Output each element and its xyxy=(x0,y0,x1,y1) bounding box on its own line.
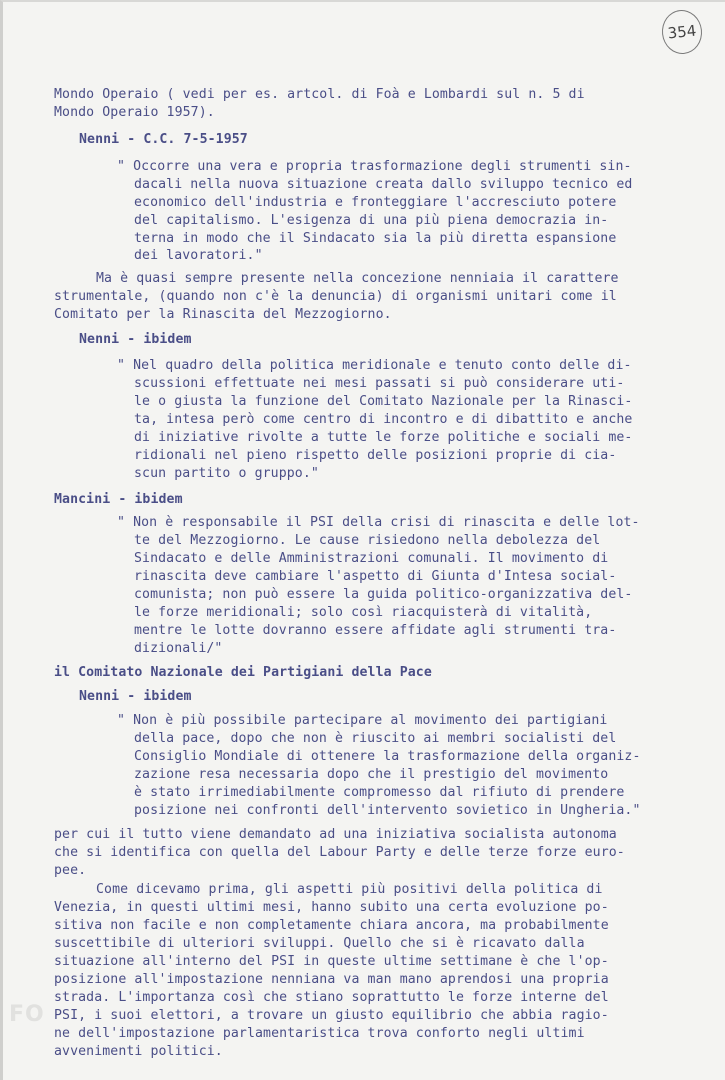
quote-line: mentre le lotte dovranno essere affidate agli strumenti tra- xyxy=(134,623,617,638)
citation-heading: Nenni - ibidem xyxy=(79,332,192,347)
quote-line: posizione nei confronti dell'intervento sovietico in Ungheria." xyxy=(134,803,641,818)
quote-line: rinascita deve cambiare l'aspetto di Giunta d'Intesa social- xyxy=(134,569,617,584)
text-line: situazione all'interno del PSI in queste ultime settimane è che l'op- xyxy=(54,954,609,969)
quote-line: di iniziative rivolte a tutte le forze politiche e sociali me- xyxy=(134,430,633,445)
text-line: Comitato per la Rinascita del Mezzogiorno. xyxy=(54,307,392,322)
quote-line: del capitalismo. L'esigenza di una più piena democrazia in- xyxy=(134,213,609,228)
quote-line: dei lavoratori." xyxy=(134,248,263,263)
text-line: sitiva non facile e non completamente chiara ancora, ma probabilmente xyxy=(54,918,609,933)
quote-line: te del Mezzogiorno. Le cause risiedono nella debolezza del xyxy=(134,533,601,548)
text-line: Venezia, in questi ultimi mesi, hanno subito una certa evoluzione po- xyxy=(54,900,609,915)
text-line: Ma è quasi sempre presente nella concezione nenniaia il carattere xyxy=(96,271,619,286)
archive-watermark: FO xyxy=(9,1002,45,1027)
quote-line: è stato irrimediabilmente compromesso dal rifiuto di prendere xyxy=(134,785,625,800)
text-line: strada. L'importanza così che stiano soprattutto le forze interne del xyxy=(54,990,609,1005)
text-line: posizione all'impostazione nenniana va man mano aprendosi una propria xyxy=(54,972,609,987)
quote-line: dacali nella nuova situazione creata dallo sviluppo tecnico ed xyxy=(134,177,633,192)
quote-line: dizionali/" xyxy=(134,641,223,656)
quote-line: " Non è più possibile partecipare al movimento dei partigiani xyxy=(117,713,608,728)
text-line: che si identifica con quella del Labour Party e delle terze forze euro- xyxy=(54,845,625,860)
citation-heading: Nenni - ibidem xyxy=(79,689,192,704)
section-heading: il Comitato Nazionale dei Partigiani della Pace xyxy=(54,665,432,680)
quote-line: le forze meridionali; solo così riacquisterà di vitalità, xyxy=(134,605,593,620)
citation-heading: Mancini - ibidem xyxy=(54,492,183,507)
text-line: suscettibile di ulteriori sviluppi. Quello che si è ricavato dalla xyxy=(54,936,585,951)
quote-line: ta, intesa però come centro di incontro e di dibattito e anche xyxy=(134,412,633,427)
text-line: PSI, i suoi elettori, a trovare un giusto equilibrio che abbia ragio- xyxy=(54,1008,609,1023)
page-number-stamp: 354 xyxy=(660,8,704,56)
text-line: strumentale, (quando non c'è la denuncia) di organismi unitari come il xyxy=(54,289,617,304)
quote-line: economico dell'industria e fronteggiare l'accresciuto potere xyxy=(134,195,617,210)
quote-line: comunista; non può essere la guida politico-organizzativa del- xyxy=(134,587,633,602)
citation-heading: Nenni - C.C. 7-5-1957 xyxy=(79,132,248,147)
text-line: Mondo Operaio ( vedi per es. artcol. di Foà e Lombardi sul n. 5 di xyxy=(54,87,585,102)
quote-line: della pace, dopo che non è riuscito ai membri socialisti del xyxy=(134,731,617,746)
quote-line: le o giusta la funzione del Comitato Nazionale per la Rinasci- xyxy=(134,394,633,409)
quote-line: " Non è responsabile il PSI della crisi di rinascita e delle lot- xyxy=(117,515,640,530)
quote-line: terna in modo che il Sindacato sia la più diretta espansione xyxy=(134,231,617,246)
quote-line: zazione resa necessaria dopo che il prestigio del movimento xyxy=(134,767,609,782)
quote-line: " Nel quadro della politica meridionale e tenuto conto delle di- xyxy=(117,358,632,373)
quote-line: scussioni effettuate nei mesi passati si può considerare uti- xyxy=(134,376,625,391)
quote-line: Sindacato e delle Amministrazioni comunali. Il movimento di xyxy=(134,551,609,566)
text-line: pee. xyxy=(54,863,87,878)
quote-line: scun partito o gruppo." xyxy=(134,466,319,481)
quote-line: " Occorre una vera e propria trasformazione degli strumenti sin- xyxy=(117,159,632,174)
text-line: ne dell'impostazione parlamentaristica trova conforto negli ultimi xyxy=(54,1026,585,1041)
quote-line: Consiglio Mondiale di ottenere la trasformazione della organiz- xyxy=(134,749,641,764)
text-line: Mondo Operaio 1957). xyxy=(54,105,215,120)
quote-line: ridionali nel pieno rispetto delle posizioni proprie di cia- xyxy=(134,448,617,463)
text-line: avvenimenti politici. xyxy=(54,1044,223,1059)
text-line: Come dicevamo prima, gli aspetti più positivi della politica di xyxy=(96,882,603,897)
text-line: per cui il tutto viene demandato ad una iniziativa socialista autonoma xyxy=(54,827,617,842)
